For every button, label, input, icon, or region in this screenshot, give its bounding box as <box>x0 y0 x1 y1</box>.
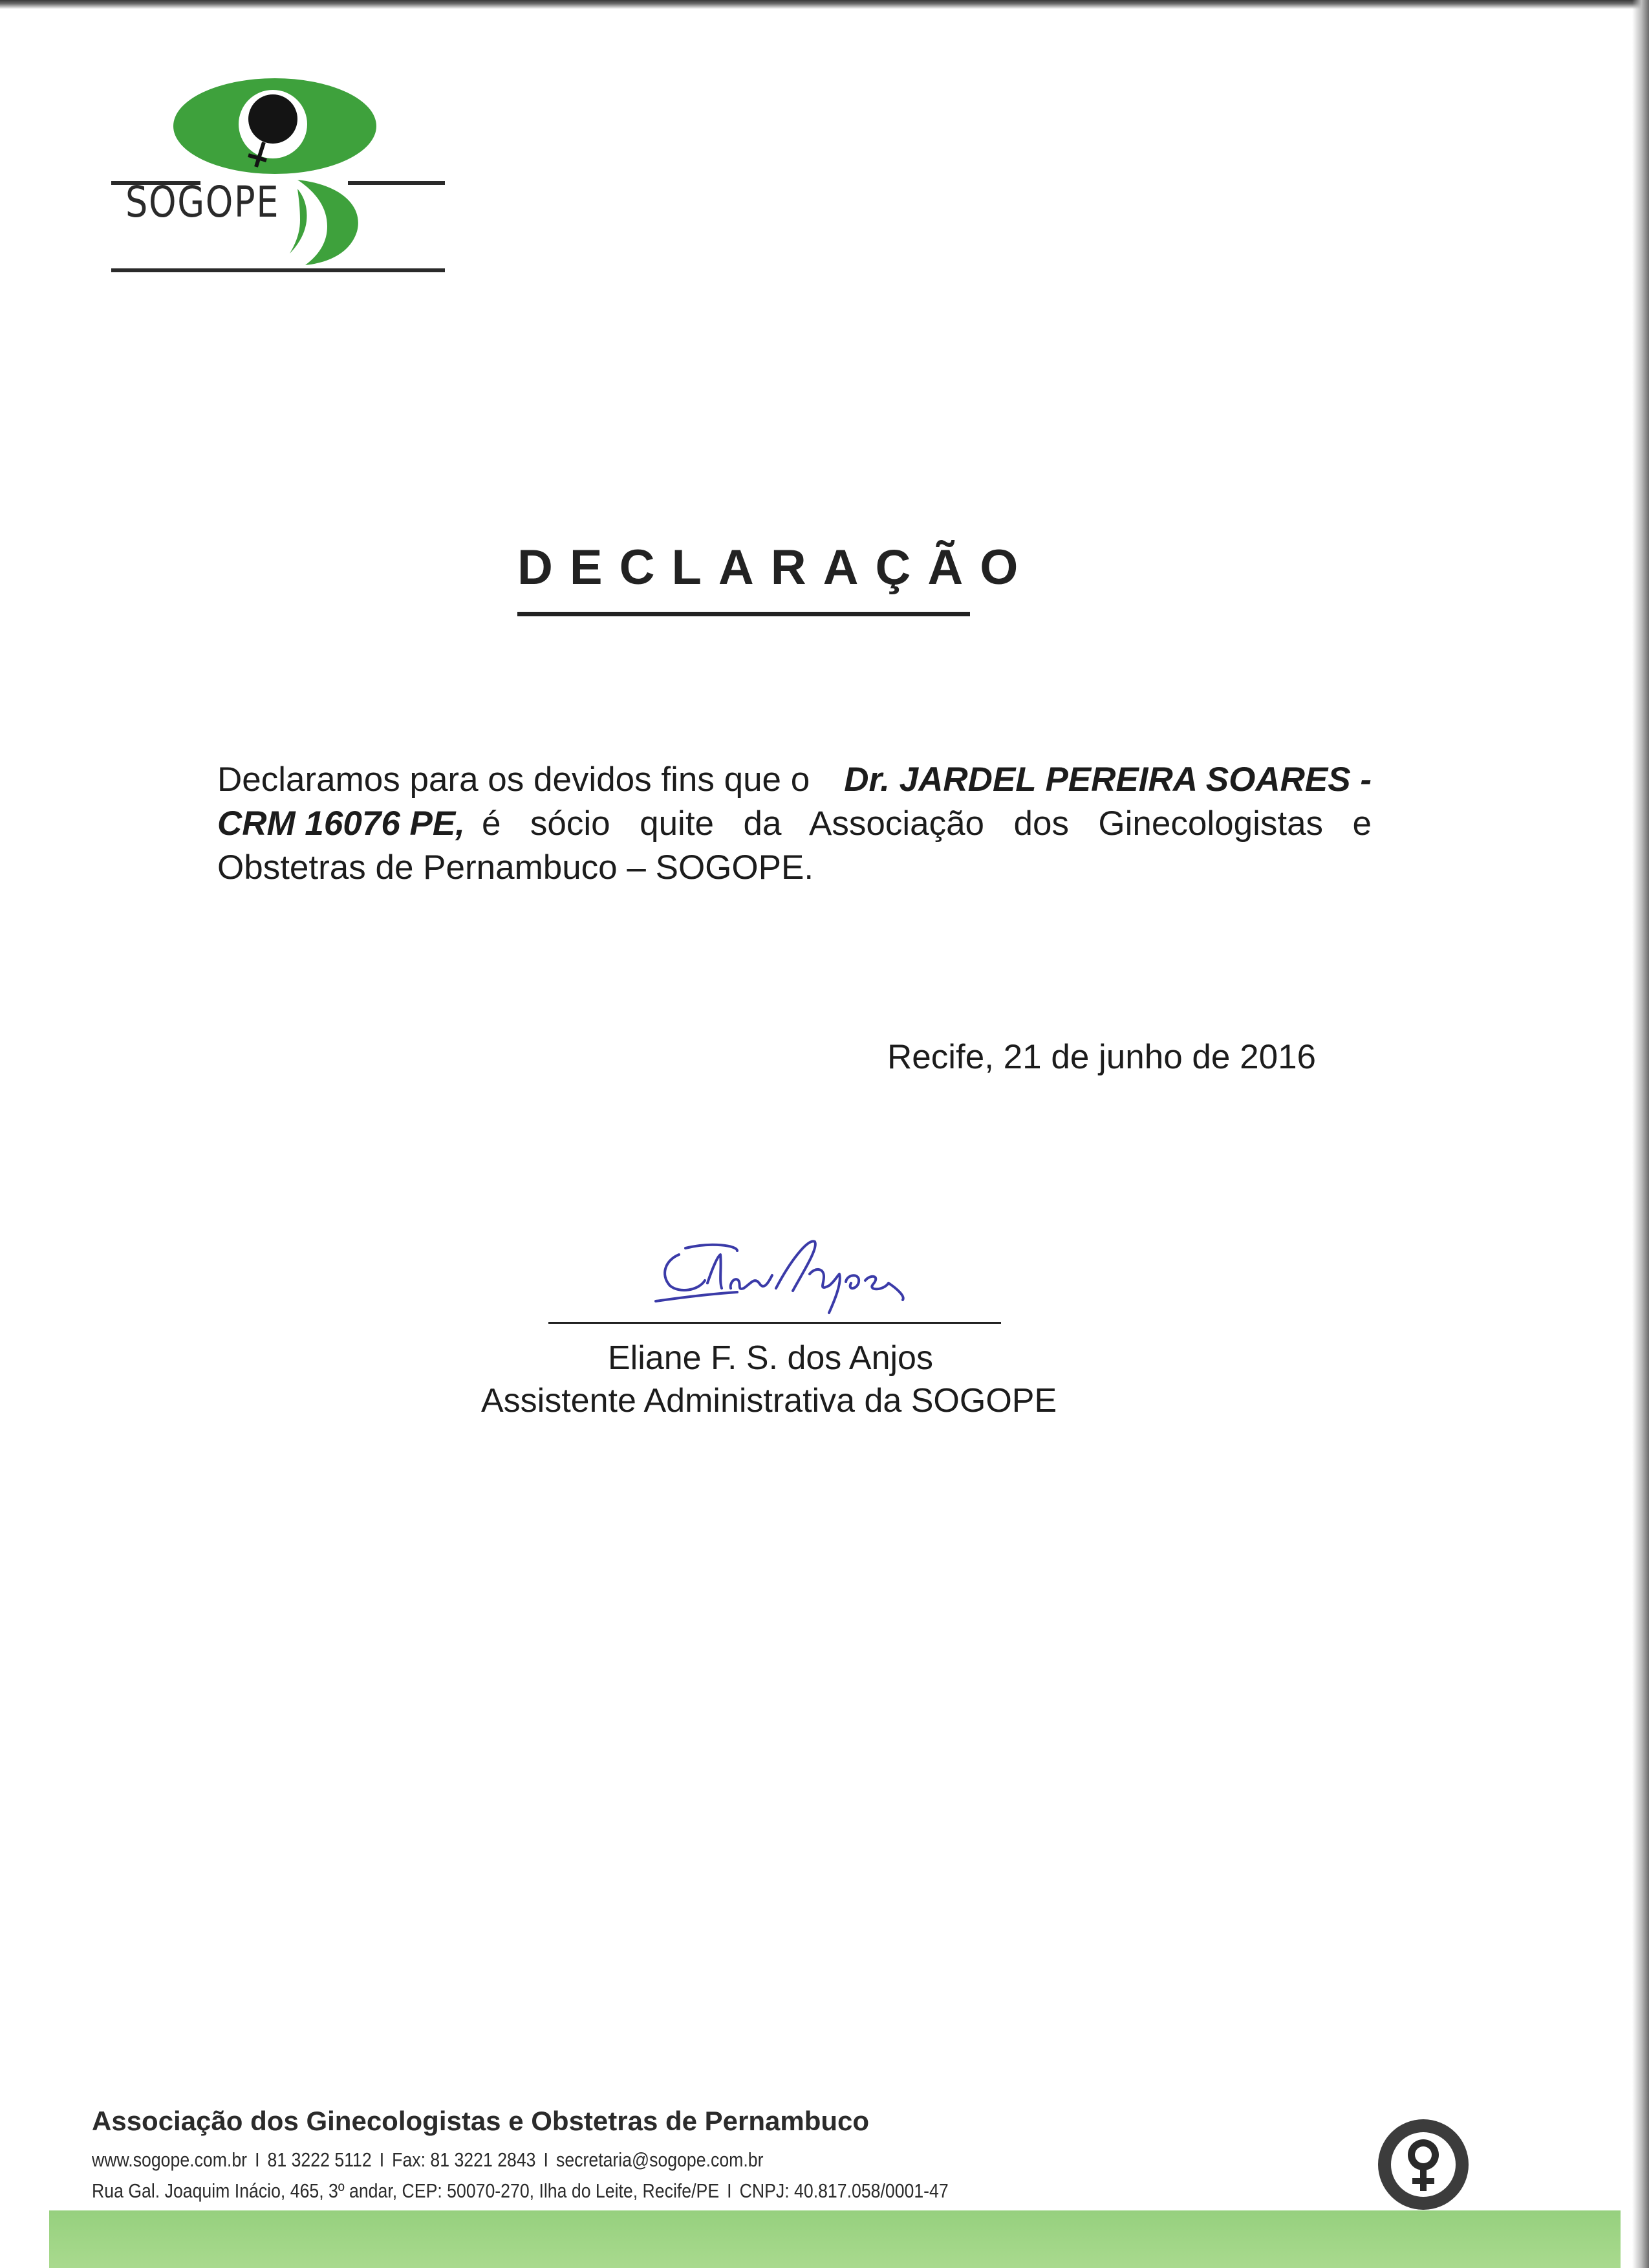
signature-graphic <box>640 1229 938 1326</box>
footer-green-band <box>49 2210 1621 2268</box>
body-line-1 <box>217 758 1372 802</box>
febrasgo-seal <box>1375 2116 1472 2213</box>
footer-website: www.sogope.com.br <box>92 2148 248 2171</box>
document-title: DECLARAÇÃO <box>517 540 1035 595</box>
febrasgo-seal-graphic <box>1375 2116 1472 2213</box>
sogope-logo <box>103 71 453 285</box>
body-line-3-text: Obstetras de Pernambuco – SOGOPE. <box>217 848 814 887</box>
body-line-2-text: é sócio quite da Associação dos Ginecologistas e <box>481 805 1372 843</box>
member-name: Dr. JARDEL PEREIRA SOARES - <box>844 761 1372 799</box>
signer-name: Eliane F. S. dos Anjos <box>608 1339 933 1377</box>
title-underline <box>517 612 970 616</box>
footer-phone: 81 3222 5112 <box>267 2148 372 2171</box>
footer-address: Rua Gal. Joaquim Inácio, 465, 3º andar, CEP: 50070-270, Ilha do Leite, Recife/PE <box>92 2179 720 2202</box>
footer-address-line <box>92 2179 949 2203</box>
body-line-3 <box>217 846 1372 890</box>
declaration-body <box>217 758 1372 890</box>
signature-line <box>548 1322 1001 1324</box>
handwritten-signature <box>640 1229 938 1326</box>
footer-separator: I <box>543 2148 548 2171</box>
logo-text: SOGOPE <box>125 177 280 227</box>
document-date: Recife, 21 de junho de 2016 <box>887 1038 1317 1076</box>
footer-cnpj: CNPJ: 40.817.058/0001-47 <box>739 2179 949 2202</box>
member-crm: CRM 16076 PE, <box>217 805 465 843</box>
footer-fax: Fax: 81 3221 2843 <box>392 2148 536 2171</box>
footer-email: secretaria@sogope.com.br <box>556 2148 764 2171</box>
footer-separator: I <box>379 2148 385 2171</box>
footer-contact-line <box>92 2148 763 2172</box>
footer-separator: I <box>727 2179 732 2202</box>
scan-edge-top <box>0 0 1649 9</box>
body-line-2 <box>217 802 1372 846</box>
footer-org-name: Associação dos Ginecologistas e Obstetras de Pernambuco <box>92 2106 870 2136</box>
footer-separator: I <box>255 2148 260 2171</box>
scan-edge-right <box>1632 0 1649 2268</box>
body-line-1-text: Declaramos para os devidos fins que o <box>217 761 810 799</box>
signer-role: Assistente Administrativa da SOGOPE <box>481 1382 1057 1420</box>
